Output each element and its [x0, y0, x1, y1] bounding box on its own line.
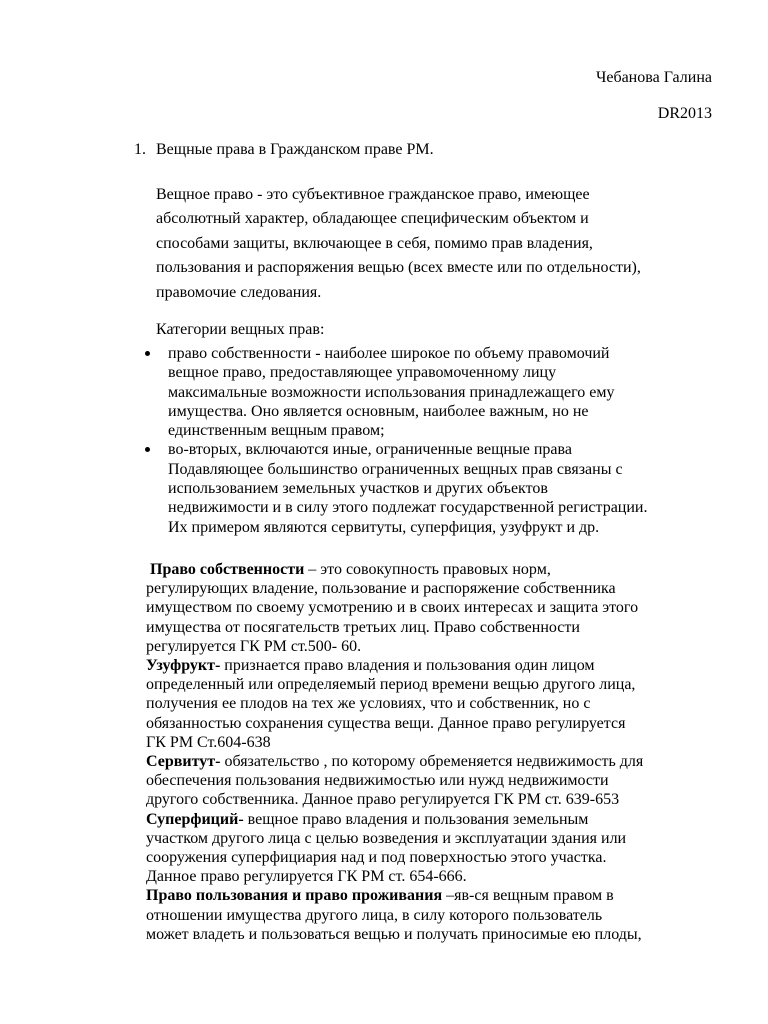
categories-list [0, 344, 768, 537]
list-item-line: Их примером являются сервитуты, суперфиция, узуфрукт и др. [168, 518, 600, 536]
list-item-line: во-вторых, включаются иные, ограниченные вещные права [168, 441, 572, 459]
list-item [0, 344, 768, 440]
body-line: отношении имущества другого лица, в силу которого пользователь [146, 906, 603, 924]
body-line [146, 886, 726, 905]
list-item-line: Подавляющее большинство ограниченных вещных прав связаны с [168, 460, 623, 478]
term-use-residence: Право пользования и право проживания [146, 887, 443, 905]
term-usufruct: Узуфрукт- [146, 657, 221, 675]
bullet-icon [145, 351, 150, 356]
text-run: вещное право владения и пользования земельным [243, 810, 589, 828]
text-run: обязательство , по которому обременяется недвижимость для [220, 753, 644, 771]
section-heading [134, 140, 434, 160]
bullet-icon [145, 447, 150, 452]
text-run: – это совокупность правовых норм, [304, 561, 551, 578]
body-line [146, 560, 726, 579]
text-run: признается право владения и пользования один лицом [220, 657, 595, 675]
body-line: другого собственника. Данное право регулируется ГК РМ ст. 639-653 [146, 791, 620, 809]
body-line: определенный или определяемый период времени вещью другого лица, [146, 676, 636, 694]
list-item-line: имущества. Оно является основным, наиболее важным, но не [168, 402, 589, 420]
list-item-line: вещное право, предоставляющее управомоченному лицу [168, 364, 557, 382]
term-superficies: Суперфиций- [146, 810, 244, 828]
body-line: получения ее плодов на тех же условиях, что и собственник, но с [146, 695, 591, 713]
body-line: регулирующих владение, пользование и распоряжение собственника [146, 580, 616, 598]
definition-paragraph [156, 183, 716, 305]
list-item-line: право собственности - наиболее широкое по объему правомочий [168, 345, 610, 362]
section-number: 1. [134, 141, 146, 158]
text-run: –яв-ся вещным правом в [442, 887, 614, 905]
paragraph-line: пользования и распоряжения вещью (всех вместе или по отдельности), [156, 259, 641, 277]
body-line [146, 752, 726, 771]
categories-title: Категории вещных прав: [156, 321, 325, 338]
list-item-line: максимальные возможности использования принадлежащего ему [168, 383, 615, 401]
list-item [0, 440, 768, 536]
list-item-line: недвижимости и в силу этого подлежат государственной регистрации. [168, 499, 648, 517]
term-ownership: Право собственности [150, 561, 305, 578]
body-line: имуществом по своему усмотрению и в своих интересах и защита этого [146, 599, 639, 617]
body-line: сооружения суперфициария над и под поверхностью этого участка. [146, 849, 607, 867]
list-item-line: использованием земельных участков и других объектов [168, 480, 548, 498]
body-line [146, 810, 726, 829]
paragraph-line: правомочие следования. [156, 283, 322, 301]
body-line: имущества от посягательств третьих лиц. Право собственности [146, 618, 580, 636]
list-item-line: единственным вещным правом; [168, 422, 385, 440]
section-title: Вещные права в Гражданском праве РМ. [156, 141, 434, 158]
paragraph-line: Вещное право - это субъективное гражданское право, имеющее [156, 186, 590, 203]
body-line [146, 656, 726, 675]
term-servitude: Сервитут- [146, 753, 221, 771]
paragraph-line: способами защиты, включающее в себя, помимо прав владения, [156, 234, 593, 252]
body-line: Данное право регулируется ГК РМ ст. 654-666. [146, 868, 467, 886]
body-line: обязанностью сохранения существа вещи. Данное право регулируется [146, 714, 626, 732]
author-name: Чебанова Галина [595, 69, 712, 86]
body-line: обеспечения пользования недвижимостью или нужд недвижимости [146, 772, 609, 790]
body-text [146, 560, 726, 944]
document-code: DR2013 [657, 105, 712, 122]
paragraph-line: абсолютный характер, обладающее специфическим объектом и [156, 210, 589, 228]
body-line: ГК РМ Ст.604-638 [146, 733, 271, 751]
body-line: регулируется ГК РМ ст.500- 60. [146, 637, 362, 655]
body-line: может владеть и пользоваться вещью и получать приносимые ею плоды, [146, 925, 642, 943]
body-line: участком другого лица с целью возведения и эксплуатации здания или [146, 829, 627, 847]
